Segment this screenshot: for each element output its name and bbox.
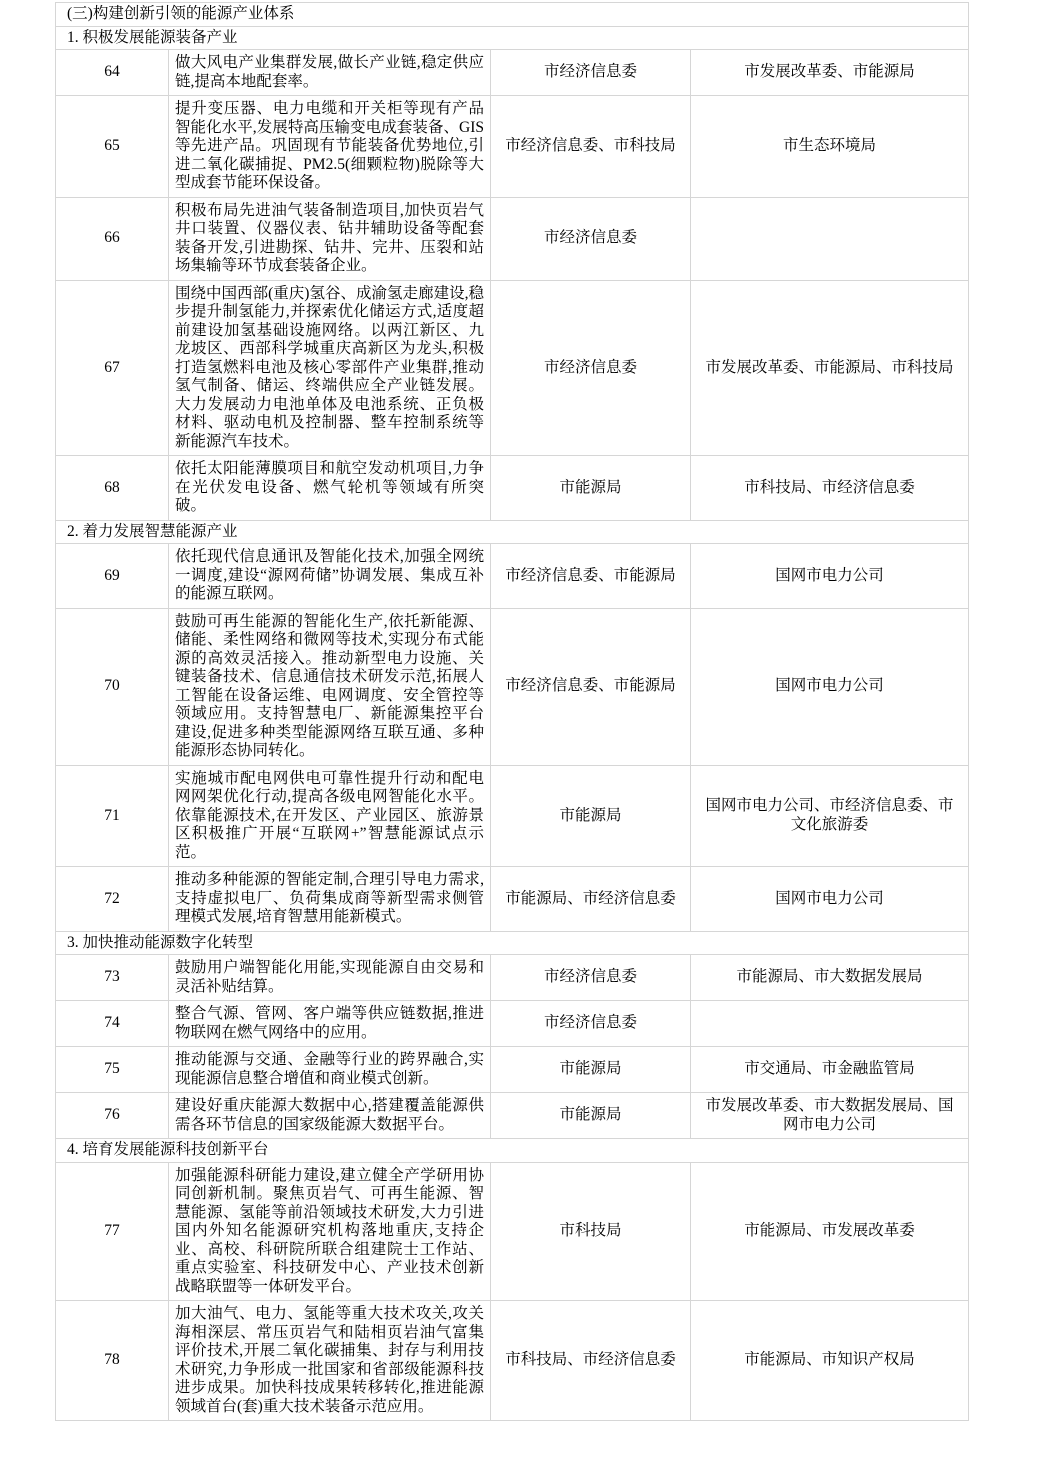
lead-unit: 市经济信息委 xyxy=(491,197,691,280)
task-description: 实施城市配电网供电可靠性提升行动和配电网网架优化行动,提高各级电网智能化水平。依靠能源技术,在开发区、产业园区、旅游景区积极推广开展“互联网+”智慧能源试点示范。 xyxy=(169,765,491,867)
lead-unit: 市能源局、市经济信息委 xyxy=(491,867,691,932)
task-row xyxy=(56,867,969,932)
task-description: 鼓励可再生能源的智能化生产,依托新能源、储能、柔性网络和微网等技术,实现分布式能源的高效灵活接入。推动新型电力设施、关键装备技术、信息通信技术研发示范,拓展人工智能在设备运维、电网调度、安全管控等领域应用。支持智慧电厂、新能源集控平台建设,促进多种类型能源网络互联互通、多种能源形态协同转化。 xyxy=(169,608,491,765)
lead-unit: 市经济信息委 xyxy=(491,1001,691,1047)
lead-unit: 市能源局 xyxy=(491,456,691,521)
table-body xyxy=(56,3,969,1421)
section-row xyxy=(56,931,969,955)
task-description: 整合气源、管网、客户端等供应链数据,推进物联网在燃气网络中的应用。 xyxy=(169,1001,491,1047)
section-row xyxy=(56,3,969,27)
task-row xyxy=(56,544,969,609)
support-units xyxy=(691,1001,969,1047)
section-row xyxy=(56,26,969,50)
task-row xyxy=(56,456,969,521)
lead-unit: 市能源局 xyxy=(491,765,691,867)
task-description: 推动多种能源的智能定制,合理引导电力需求,支持虚拟电厂、负荷集成商等新型需求侧管理模式发展,培育智慧用能新模式。 xyxy=(169,867,491,932)
task-description: 依托现代信息通讯及智能化技术,加强全网统一调度,建设“源网荷储”协调发展、集成互补的能源互联网。 xyxy=(169,544,491,609)
lead-unit: 市经济信息委、市能源局 xyxy=(491,608,691,765)
task-description: 加大油气、电力、氢能等重大技术攻关,攻关海相深层、常压页岩气和陆相页岩油气富集评价技术,开展二氧化碳捕集、封存与利用技术研究,力争形成一批国家和省部级能源科技进步成果。加快科技成果转移转化,推进能源领域首台(套)重大技术装备示范应用。 xyxy=(169,1301,491,1421)
support-units: 市生态环境局 xyxy=(691,96,969,198)
task-description: 提升变压器、电力电缆和开关柜等现有产品智能化水平,发展特高压输变电成套装备、GIS等先进产品。巩固现有节能装备优势地位,引进二氧化碳捕捉、PM2.5(细颗粒物)脱除等大型成套节能环保设备。 xyxy=(169,96,491,198)
section-title: 2. 着力发展智慧能源产业 xyxy=(56,520,969,544)
task-row xyxy=(56,50,969,96)
task-number: 75 xyxy=(56,1047,169,1093)
support-units: 市交通局、市金融监管局 xyxy=(691,1047,969,1093)
task-row xyxy=(56,197,969,280)
task-row xyxy=(56,608,969,765)
section-row xyxy=(56,1139,969,1163)
support-units: 市科技局、市经济信息委 xyxy=(691,456,969,521)
task-number: 71 xyxy=(56,765,169,867)
lead-unit: 市经济信息委、市能源局 xyxy=(491,544,691,609)
support-units: 国网市电力公司 xyxy=(691,608,969,765)
lead-unit: 市经济信息委 xyxy=(491,955,691,1001)
support-units xyxy=(691,197,969,280)
support-units: 国网市电力公司 xyxy=(691,867,969,932)
task-number: 72 xyxy=(56,867,169,932)
task-number: 73 xyxy=(56,955,169,1001)
lead-unit: 市经济信息委、市科技局 xyxy=(491,96,691,198)
task-number: 74 xyxy=(56,1001,169,1047)
task-number: 69 xyxy=(56,544,169,609)
support-units: 国网市电力公司、市经济信息委、市文化旅游委 xyxy=(691,765,969,867)
lead-unit: 市能源局 xyxy=(491,1047,691,1093)
task-number: 66 xyxy=(56,197,169,280)
section-title: 1. 积极发展能源装备产业 xyxy=(56,26,969,50)
lead-unit: 市经济信息委 xyxy=(491,280,691,456)
task-number: 70 xyxy=(56,608,169,765)
task-number: 77 xyxy=(56,1162,169,1301)
task-number: 76 xyxy=(56,1093,169,1139)
support-units: 市发展改革委、市能源局 xyxy=(691,50,969,96)
task-number: 64 xyxy=(56,50,169,96)
task-row xyxy=(56,1162,969,1301)
task-number: 67 xyxy=(56,280,169,456)
support-units: 市发展改革委、市能源局、市科技局 xyxy=(691,280,969,456)
section-title: (三)构建创新引领的能源产业体系 xyxy=(56,3,969,27)
task-row xyxy=(56,280,969,456)
support-units: 市能源局、市发展改革委 xyxy=(691,1162,969,1301)
document-page xyxy=(0,2,1037,1472)
task-row xyxy=(56,1047,969,1093)
task-row xyxy=(56,1301,969,1421)
energy-task-table xyxy=(55,2,969,1421)
support-units: 市能源局、市知识产权局 xyxy=(691,1301,969,1421)
task-description: 推动能源与交通、金融等行业的跨界融合,实现能源信息整合增值和商业模式创新。 xyxy=(169,1047,491,1093)
lead-unit: 市科技局 xyxy=(491,1162,691,1301)
task-row xyxy=(56,96,969,198)
lead-unit: 市科技局、市经济信息委 xyxy=(491,1301,691,1421)
lead-unit: 市经济信息委 xyxy=(491,50,691,96)
support-units: 市能源局、市大数据发展局 xyxy=(691,955,969,1001)
section-title: 4. 培育发展能源科技创新平台 xyxy=(56,1139,969,1163)
task-description: 积极布局先进油气装备制造项目,加快页岩气井口装置、仪器仪表、钻井辅助设备等配套装备开发,引进勘探、钻井、完井、压裂和站场集输等环节成套装备企业。 xyxy=(169,197,491,280)
task-description: 依托太阳能薄膜项目和航空发动机项目,力争在光伏发电设备、燃气轮机等领域有所突破。 xyxy=(169,456,491,521)
section-title: 3. 加快推动能源数字化转型 xyxy=(56,931,969,955)
task-row xyxy=(56,1001,969,1047)
task-number: 78 xyxy=(56,1301,169,1421)
task-description: 围绕中国西部(重庆)氢谷、成渝氢走廊建设,稳步提升制氢能力,并探索优化储运方式,适度超前建设加氢基础设施网络。以两江新区、九龙坡区、西部科学城重庆高新区为龙头,积极打造氢燃料电池及核心零部件产业集群,推动氢气制备、储运、终端供应全产业链发展。大力发展动力电池单体及电池系统、正负极材料、驱动电机及控制器、整车控制系统等新能源汽车技术。 xyxy=(169,280,491,456)
task-description: 加强能源科研能力建设,建立健全产学研用协同创新机制。聚焦页岩气、可再生能源、智慧能源、氢能等前沿领域技术研发,大力引进国内外知名能源研究机构落地重庆,支持企业、高校、科研院所联合组建院士工作站、重点实验室、科技研发中心、产业技术创新战略联盟等一体研发平台。 xyxy=(169,1162,491,1301)
lead-unit: 市能源局 xyxy=(491,1093,691,1139)
task-row xyxy=(56,765,969,867)
task-description: 做大风电产业集群发展,做长产业链,稳定供应链,提高本地配套率。 xyxy=(169,50,491,96)
task-description: 建设好重庆能源大数据中心,搭建覆盖能源供需各环节信息的国家级能源大数据平台。 xyxy=(169,1093,491,1139)
task-row xyxy=(56,955,969,1001)
task-number: 68 xyxy=(56,456,169,521)
task-row xyxy=(56,1093,969,1139)
section-row xyxy=(56,520,969,544)
support-units: 市发展改革委、市大数据发展局、国网市电力公司 xyxy=(691,1093,969,1139)
task-number: 65 xyxy=(56,96,169,198)
support-units: 国网市电力公司 xyxy=(691,544,969,609)
task-description: 鼓励用户端智能化用能,实现能源自由交易和灵活补贴结算。 xyxy=(169,955,491,1001)
